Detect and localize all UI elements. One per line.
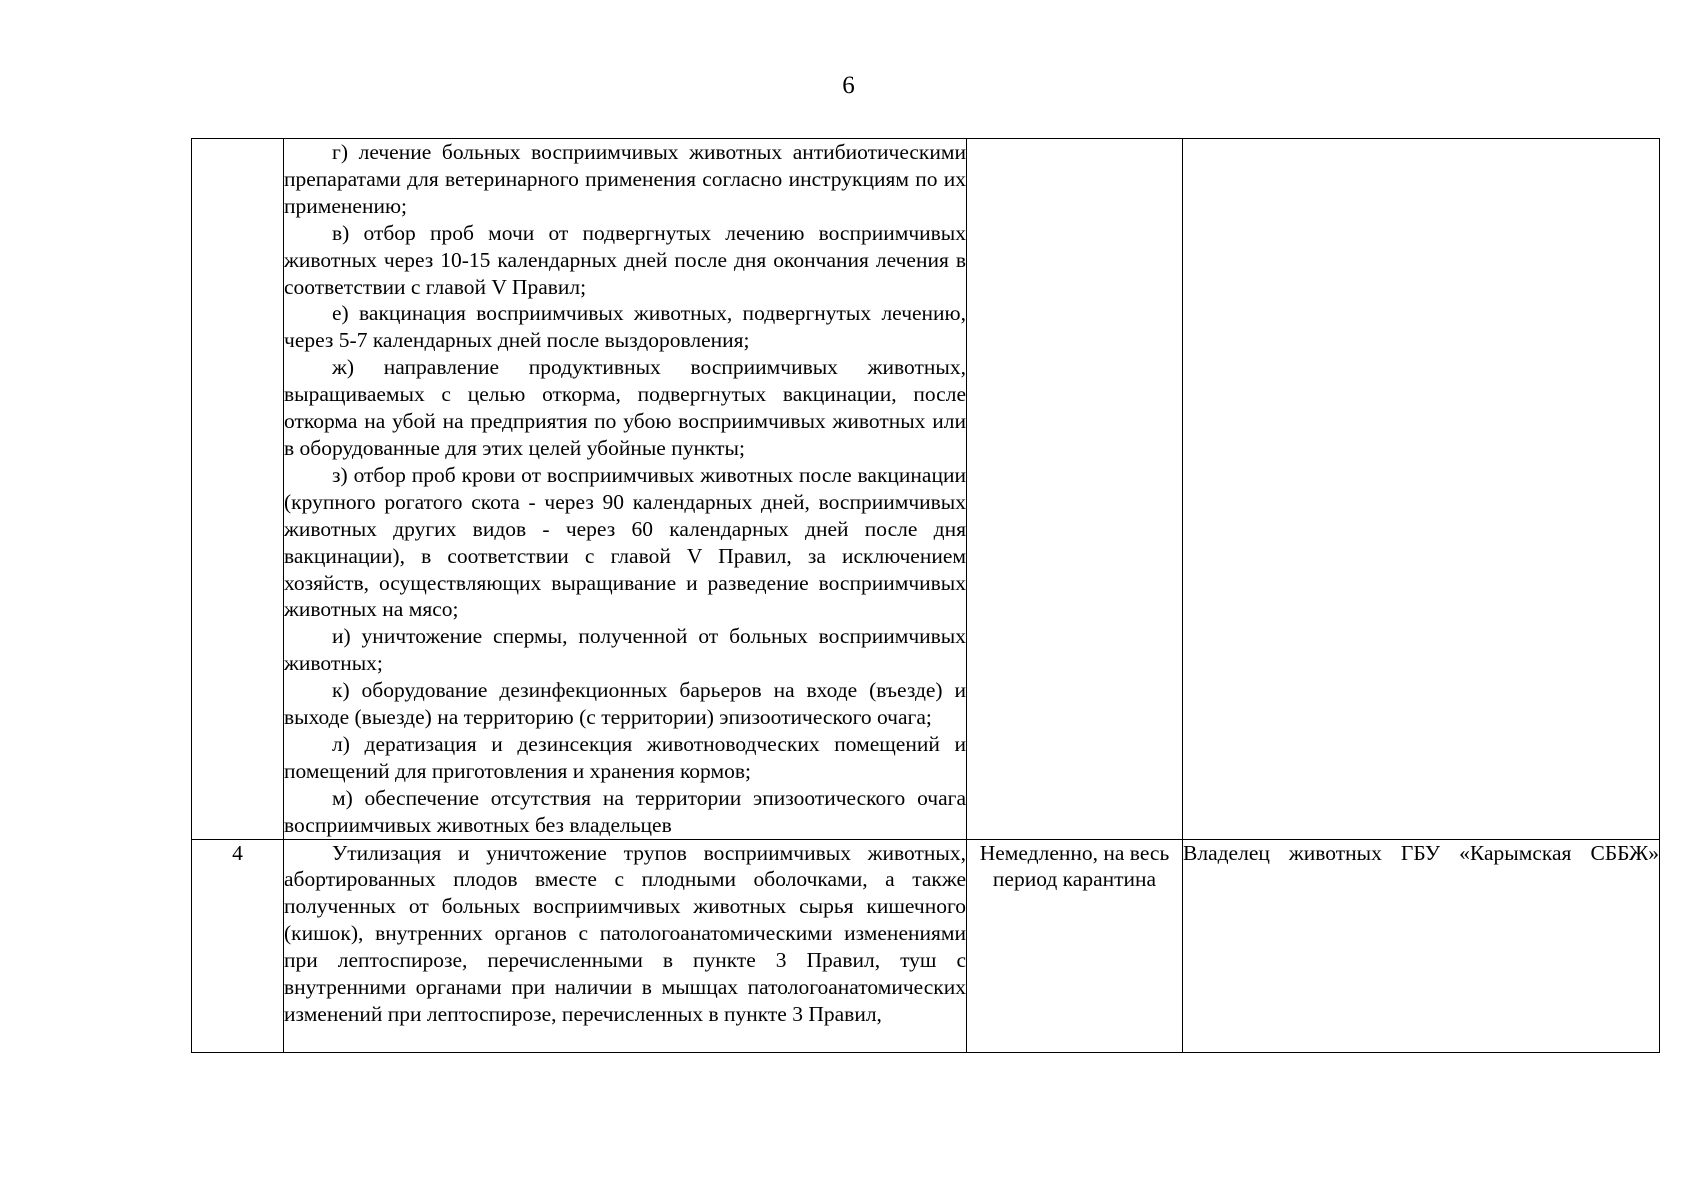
row-number-cell: 4	[192, 839, 284, 1052]
deadline-cell	[967, 139, 1183, 840]
measure-item-zh: ж) направление продуктивных восприимчивых животных, выращиваемых с целью откорма, подвергнутых вакцинации, после откорма на убой на предприятия по убою восприимчивых животных или в оборудованные для этих целей убойные пункты;	[284, 355, 966, 460]
responsible-cell: Владелец животных ГБУ «Карымская СББЖ»	[1183, 839, 1660, 1052]
table-row-continued	[192, 139, 1660, 840]
page-number: 6	[842, 72, 855, 99]
measure-text-utilization: Утилизация и уничтожение трупов восприимчивых животных, абортированных плодов вместе с плодными оболочками, а также полученных от больных восприимчивых животных сырья кишечного (кишок), внутренних органов с патологоанатомическими изменениями при лептоспирозе, перечисленными в пункте 3 Правил, туш с внутренними органами при наличии в мышцах патологоанатомических изменений при лептоспирозе, перечисленных в пункте 3 Правил,	[284, 840, 966, 1026]
measure-text-cell	[284, 139, 967, 840]
measure-item-k: к) оборудование дезинфекционных барьеров на входе (въезде) и выходе (выезде) на территорию (с территории) эпизоотического очага;	[284, 678, 966, 730]
measure-item-l: л) дератизация и дезинсекция животноводческих помещений и помещений для приготовления и хранения кормов;	[284, 731, 966, 783]
measure-text-cell	[284, 839, 967, 1052]
measure-item-m: м) обеспечение отсутствия на территории эпизоотического очага восприимчивых животных без владельцев	[284, 785, 966, 837]
measure-item-e: е) вакцинация восприимчивых животных, подвергнутых лечению, через 5-7 календарных дней после выздоровления;	[284, 301, 966, 353]
measure-item-v: в) отбор проб мочи от подвергнутых лечению восприимчивых животных через 10-15 календарных дней после дня окончания лечения в соответствии с главой V Правил;	[284, 220, 966, 299]
deadline-cell: Немедленно, на весь период карантина	[967, 839, 1183, 1052]
measures-table	[191, 138, 1660, 1053]
measure-item-i: и) уничтожение спермы, полученной от больных восприимчивых животных;	[284, 624, 966, 676]
responsible-cell	[1183, 139, 1660, 840]
table-row-4	[192, 839, 1660, 1052]
measure-item-z: з) отбор проб крови от восприимчивых животных после вакцинации (крупного рогатого скота - через 90 календарных дней, восприимчивых животных других видов - через 60 календарных дней после дня вакцинации), в соответствии с главой V Правил, за исключением хозяйств, осуществляющих выращивание и разведение восприимчивых животных на мясо;	[284, 462, 966, 622]
measure-item-g: г) лечение больных восприимчивых животных антибиотическими препаратами для ветеринарного применения согласно инструкциям по их применению;	[284, 140, 966, 218]
measure-text-clip	[284, 840, 966, 1052]
row-number-cell	[192, 139, 284, 840]
